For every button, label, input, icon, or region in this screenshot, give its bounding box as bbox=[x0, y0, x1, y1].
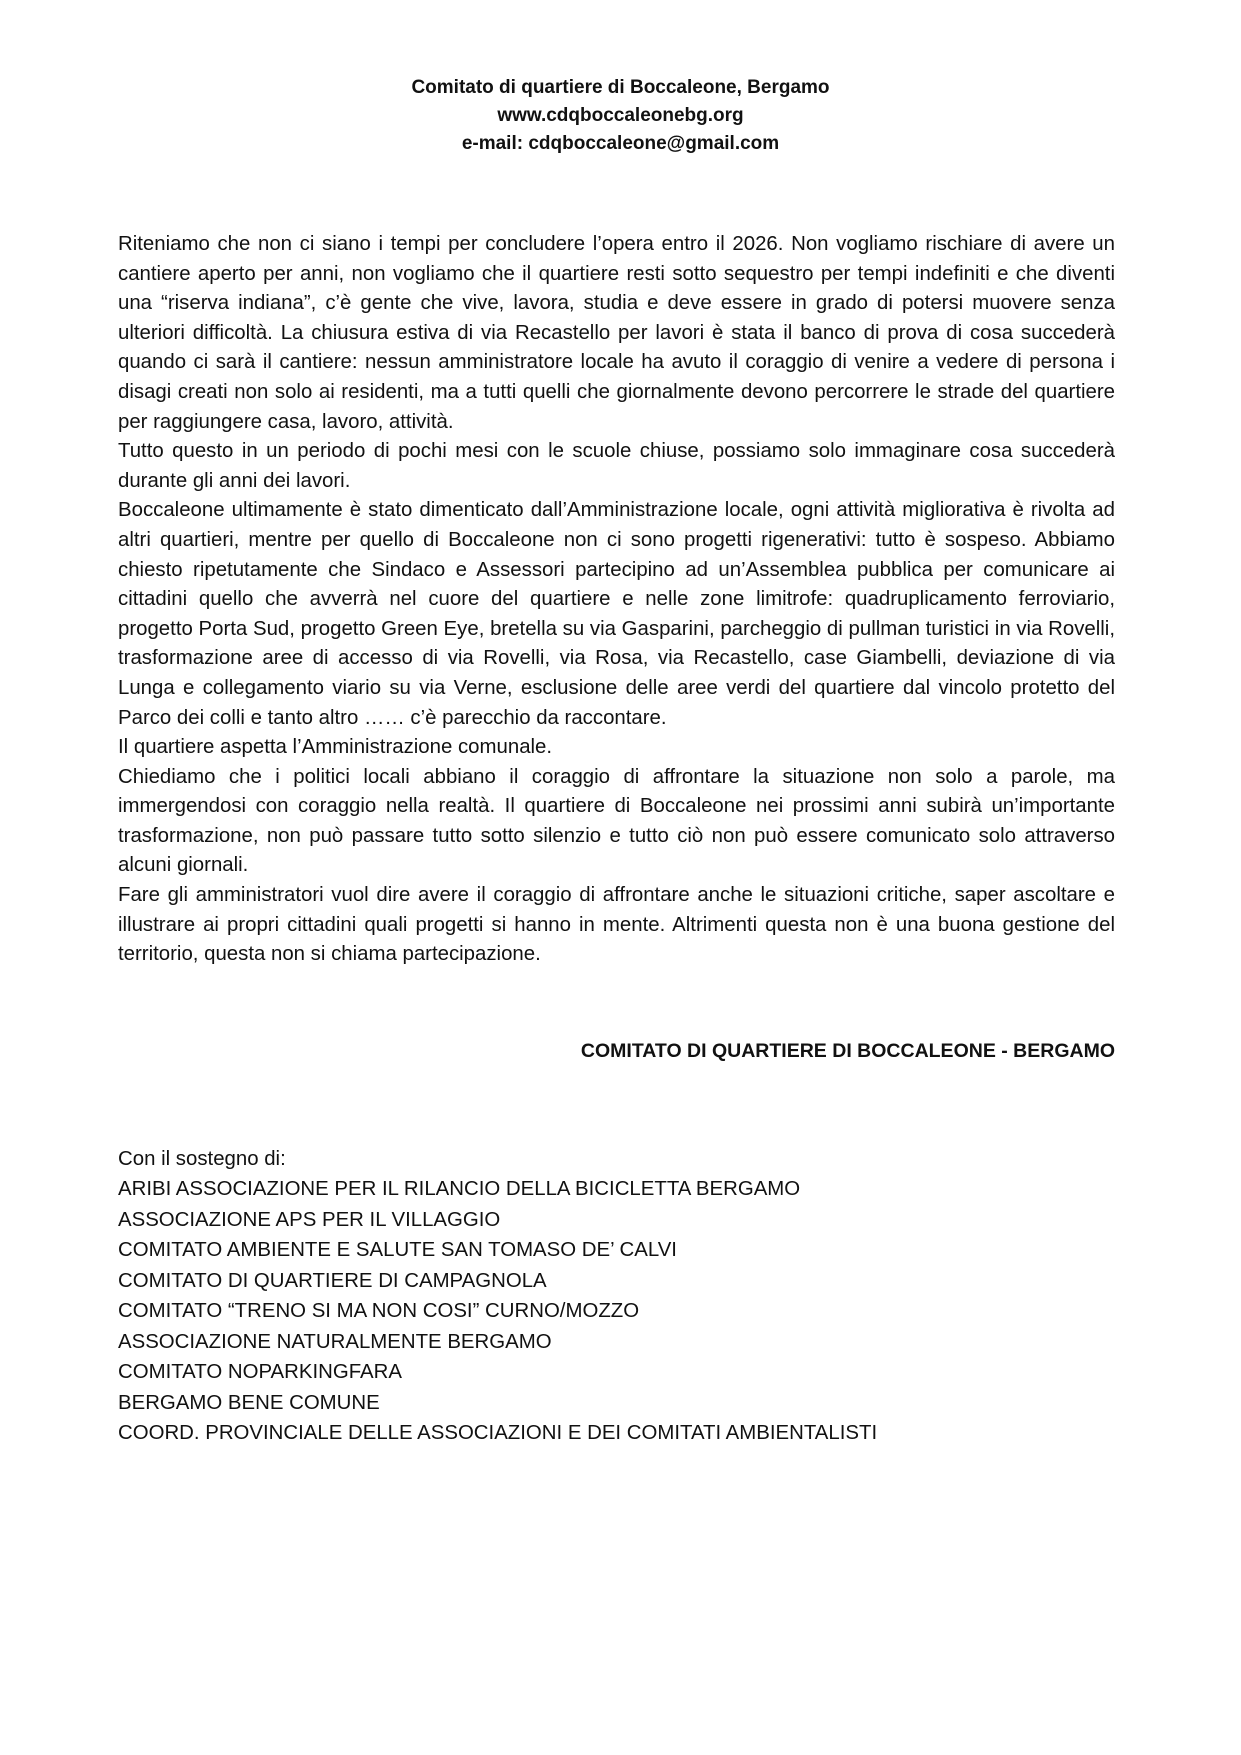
paragraph: Chiediamo che i politici locali abbiano il coraggio di affrontare la situazione non solo a parole, ma immergendosi con coraggio nella realtà. Il quartiere di Boccaleone nei prossimi anni subirà un’importante trasformazione, non può passare tutto sotto silenzio e tutto ciò non può essere comunicato solo attraverso alcuni giornali. bbox=[118, 765, 1115, 877]
letterhead-email: e-mail: cdqboccaleone@gmail.com bbox=[461, 133, 780, 154]
supporter-item: COMITATO AMBIENTE E SALUTE SAN TOMASO DE’ CALVI bbox=[118, 1239, 677, 1262]
paragraph: Riteniamo che non ci siano i tempi per concludere l’opera entro il 2026. Non vogliamo rischiare di avere un cantiere aperto per anni, non vogliamo che il quartiere resti sotto sequestro per tempi indefiniti e che diventi una “riserva indiana”, c’è gente che vive, lavora, studia e deve essere in grado di potersi muovere senza ulteriori difficoltà. La chiusura estiva di via Recastello per lavori è stata il banco di prova di cosa succederà quando ci sarà il cantiere: nessun amministratore locale ha avuto il coraggio di venire a vedere di persona i disagi creati non solo ai residenti, ma a tutti quelli che giornalmente devono percorrere le strade del quartiere per raggiungere casa, lavoro, attività. bbox=[118, 233, 1115, 433]
paragraph: Tutto questo in un periodo di pochi mesi con le scuole chiuse, possiamo solo immaginare cosa succederà durante gli anni dei lavori. bbox=[118, 440, 1115, 492]
paragraph: Boccaleone ultimamente è stato dimenticato dall’Amministrazione locale, ogni attività migliorativa è rivolta ad altri quartieri, mentre per quello di Boccaleone non ci sono progetti rigenerativi: tutto è sospeso. Abbiamo chiesto ripetutamente che Sindaco e Assessori partecipino ad un’Assemblea pubblica per comunicare ai cittadini quello che avverrà nel cuore del quartiere e nelle zone limitrofe: quadruplicamento ferroviario, progetto Porta Sud, progetto Green Eye, bretella su via Gasparini, parcheggio di pullman turistici in via Rovelli, trasformazione aree di accesso di via Rovelli, via Rosa, via Recastello, case Giambelli, deviazione di via Lunga e collegamento viario su via Verne, esclusione delle aree verdi del quartiere dal vincolo protetto del Parco dei colli e tanto altro …… c’è parecchio da raccontare. bbox=[118, 499, 1115, 729]
paragraph: Il quartiere aspetta l’Amministrazione comunale. bbox=[118, 736, 553, 759]
supporter-item: COMITATO “TRENO SI MA NON COSI” CURNO/MOZZO bbox=[118, 1300, 640, 1323]
paragraph: Fare gli amministratori vuol dire avere il coraggio di affrontare anche le situazioni critiche, saper ascoltare e illustrare ai propri cittadini quali progetti si hanno in mente. Altrimenti questa non è una buona gestione del territorio, questa non si chiama partecipazione. bbox=[118, 884, 1115, 966]
supporter-item: COMITATO NOPARKINGFARA bbox=[118, 1361, 402, 1384]
supporter-item: COMITATO DI QUARTIERE DI CAMPAGNOLA bbox=[118, 1269, 547, 1292]
supporter-item: ASSOCIAZIONE NATURALMENTE BERGAMO bbox=[118, 1330, 552, 1353]
supporter-item: COORD. PROVINCIALE DELLE ASSOCIAZIONI E DEI COMITATI AMBIENTALISTI bbox=[118, 1422, 878, 1445]
letterhead-website: www.cdqboccaleonebg.org bbox=[497, 105, 744, 126]
letterhead-title: Comitato di quartiere di Boccaleone, Bergamo bbox=[411, 77, 830, 98]
signature: COMITATO DI QUARTIERE DI BOCCALEONE - BERGAMO bbox=[580, 1039, 1115, 1062]
supporters-intro: Con il sostegno di: bbox=[118, 1147, 286, 1170]
supporter-item: ARIBI ASSOCIAZIONE PER IL RILANCIO DELLA BICICLETTA BERGAMO bbox=[118, 1178, 801, 1201]
supporter-item: BERGAMO BENE COMUNE bbox=[118, 1391, 380, 1414]
supporter-item: ASSOCIAZIONE APS PER IL VILLAGGIO bbox=[118, 1208, 501, 1231]
letter-body bbox=[118, 230, 1115, 970]
letterhead bbox=[126, 74, 1115, 158]
supporters-list bbox=[118, 1144, 1115, 1449]
